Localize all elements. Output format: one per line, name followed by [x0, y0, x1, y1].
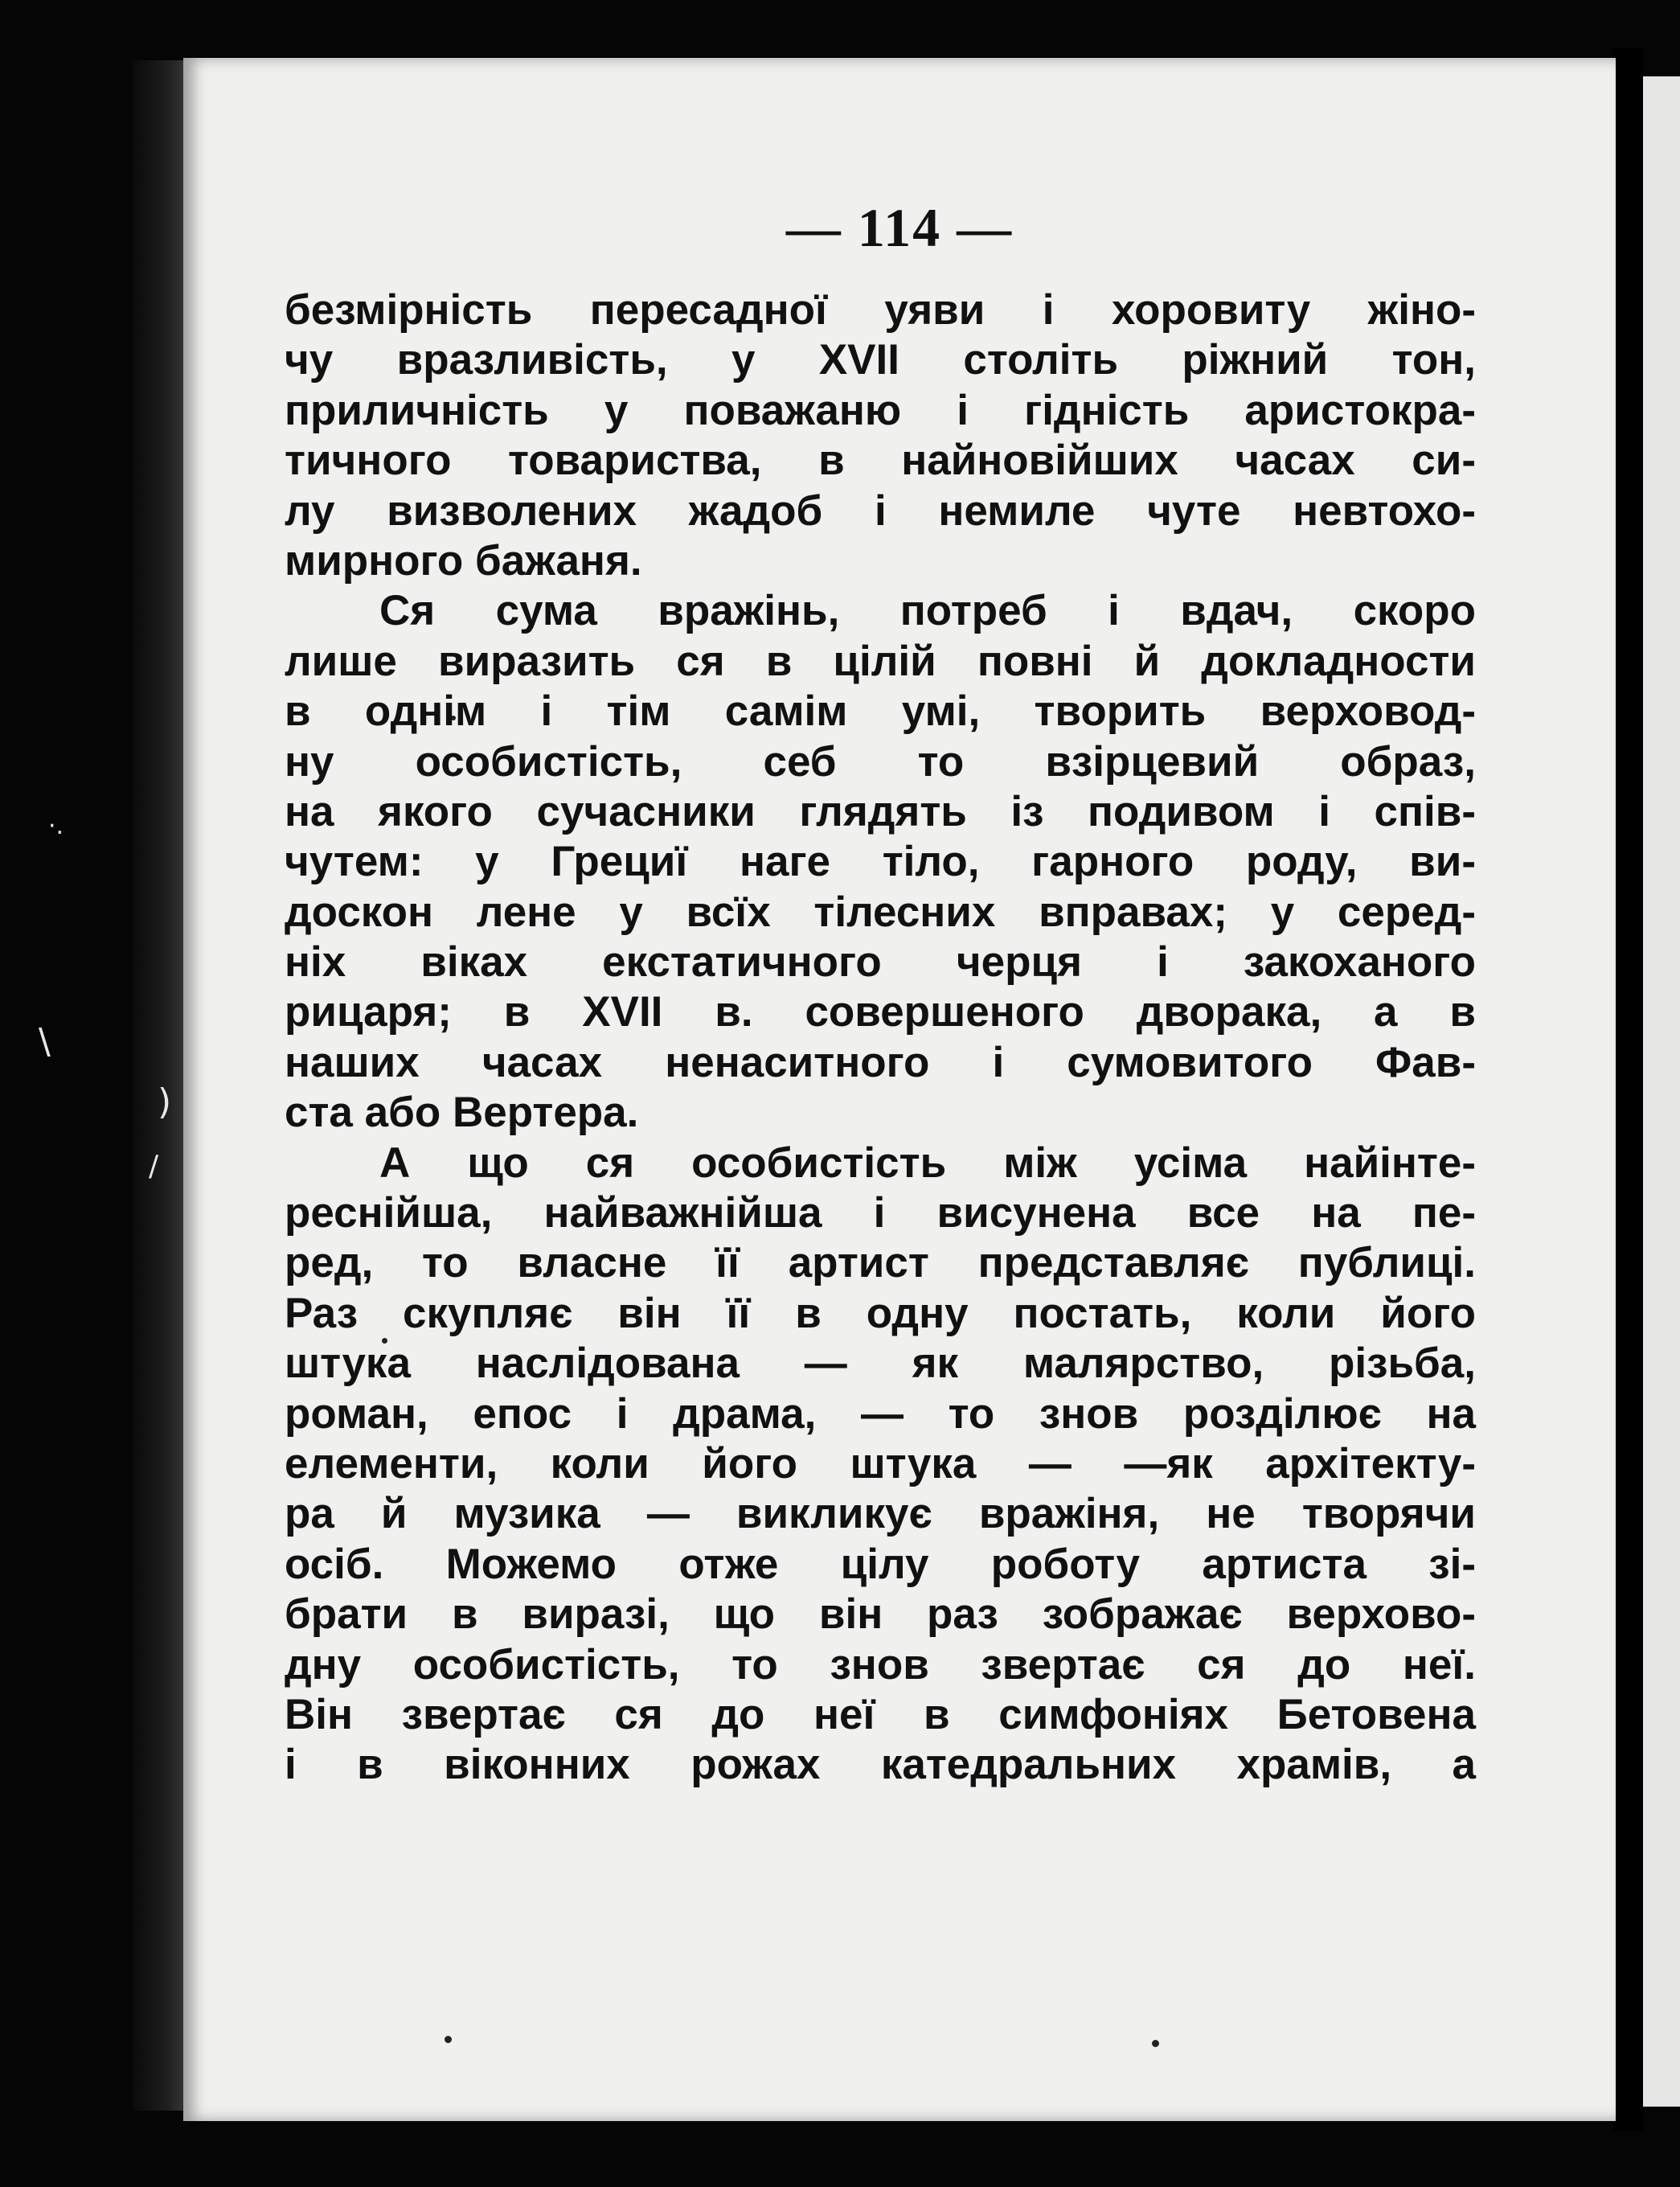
text-line: Він звертає ся до неї в симфоніях Бетовена [285, 1690, 1476, 1738]
page-number: — 114 — [785, 197, 1014, 258]
text-line: А що ся особистість між усіма найінте- [379, 1139, 1476, 1187]
edge-mark: / [149, 1150, 159, 1183]
text-line: ред, то власне її артист представляє публиці. [285, 1239, 1476, 1287]
text-line: і в віконних рожах катедральних храмів, а [285, 1741, 1476, 1789]
edge-mark: \ [39, 1021, 51, 1062]
text-line: дну особистість, то знов звертає ся до неї. [285, 1640, 1476, 1688]
text-line: чу вразливість, у XVII століть ріжний тон, [285, 336, 1476, 384]
body-text [285, 285, 1476, 1791]
text-line: осіб. Можемо отже цілу роботу артиста зі- [285, 1540, 1476, 1588]
text-line: ну особистість, себ то взірцевий образ, [285, 737, 1476, 786]
text-line: приличність у поважаню і гідність аристокра- [285, 386, 1476, 434]
text-line: лише виразить ся в цілій повні й докладности [285, 637, 1476, 685]
text-line: чутем: у Грециї наге тіло, гарного роду, ви- [285, 838, 1476, 886]
text-line: Раз скупляє він її в одну постать, коли його [285, 1289, 1476, 1337]
text-line: рицаря; в XVII в. совершеного дворака, а в [285, 988, 1476, 1036]
text-line: наших часах ненаситного і сумовитого Фав- [285, 1038, 1476, 1086]
ink-speck [445, 2036, 452, 2043]
text-line: реснійша, найважнійша і висунена все на пе- [285, 1189, 1476, 1237]
text-line: ніх віках екстатичного черця і закоханого [285, 938, 1476, 987]
text-line: тичного товариства, в найновійших часах си- [285, 437, 1476, 485]
text-line: Ся сума вражінь, потреб і вдач, скоро [379, 587, 1476, 635]
text-line: лу визволених жадоб і немиле чуте невтохо- [285, 486, 1476, 535]
text-line: безмірність пересадної уяви і хоровиту жіно- [285, 286, 1476, 334]
edge-mark: ·. [48, 812, 64, 840]
ink-speck [1152, 2040, 1159, 2047]
text-line: ста або Вертера. [285, 1089, 639, 1137]
text-line: на якого сучасники глядять із подивом і спів- [285, 787, 1476, 835]
text-line: ра й музика — викликує вражіня, не творячи [285, 1490, 1476, 1538]
text-line: брати в виразі, що він раз зображає верхово- [285, 1590, 1476, 1639]
text-line: роман, епос і драма, — то знов розділює на [285, 1389, 1476, 1438]
edge-mark: ) [158, 1081, 172, 1122]
text-line: елементи, коли його штука — —як архітекту- [285, 1439, 1476, 1487]
text-line: в однім і тім самім умі, творить верховод- [285, 687, 1476, 736]
text-line: доскон лене у всїх тілесних вправах; у серед- [285, 888, 1476, 936]
text-line: штука наслідована — як малярство, різьба, [285, 1340, 1476, 1388]
page-gutter [1612, 48, 1643, 2131]
text-line: мирного бажаня. [285, 536, 642, 585]
next-page-edge [1643, 76, 1680, 2107]
